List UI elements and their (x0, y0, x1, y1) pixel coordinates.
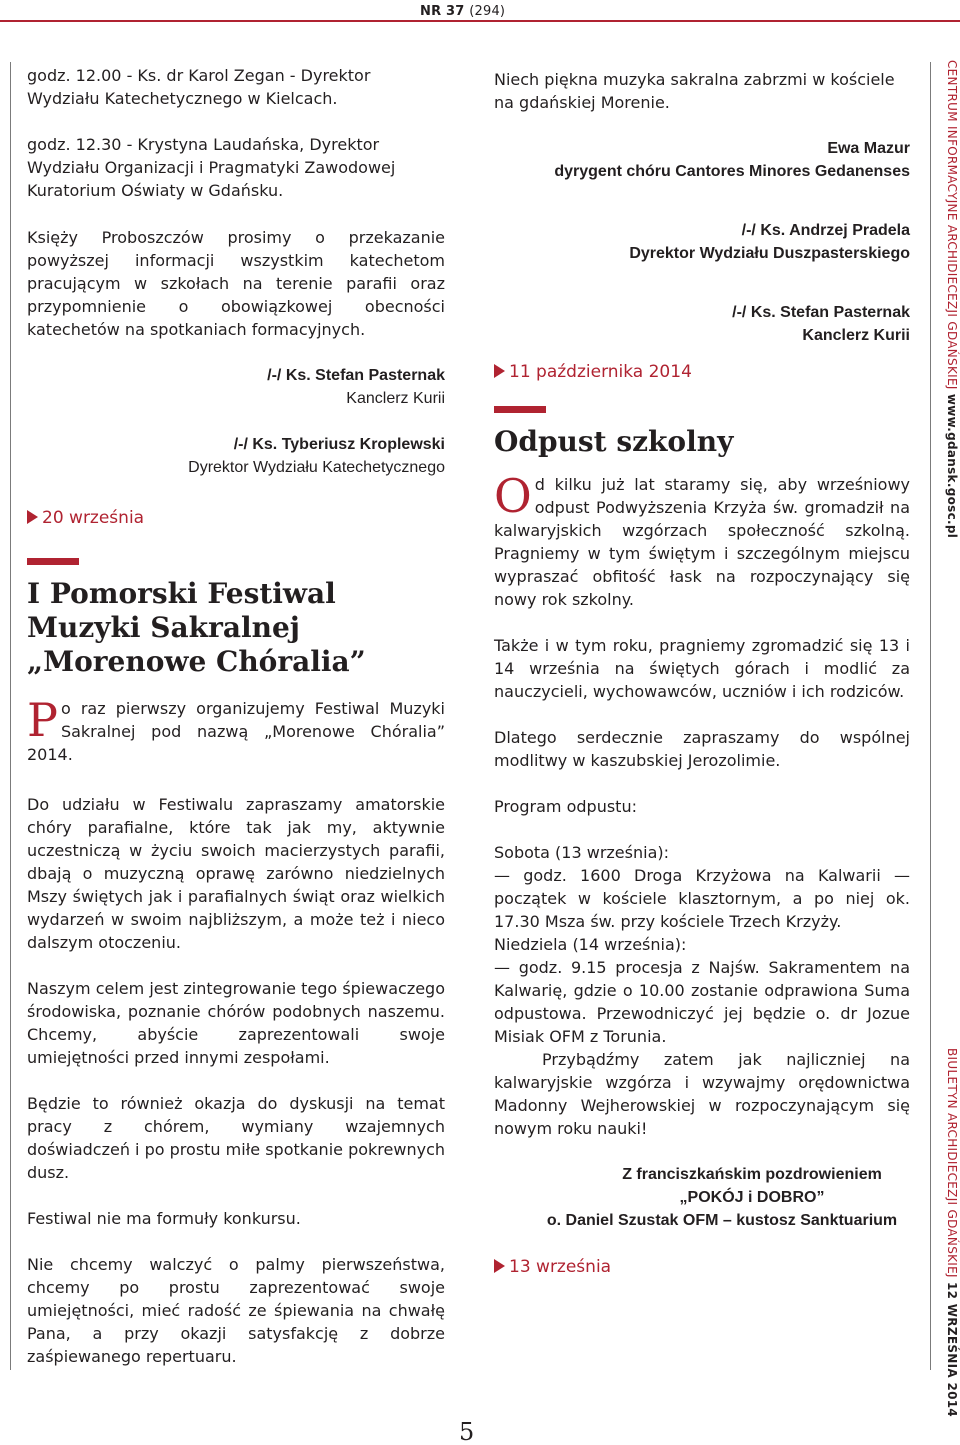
drop-cap: O (494, 469, 532, 523)
right-column (494, 68, 910, 1279)
greeting-motto: „POKÓJ i DOBRO” (679, 1189, 825, 1206)
signature-name: /-/ Ks. Tyberiusz Kroplewski (233, 436, 445, 453)
triangle-icon (27, 510, 38, 524)
signature-name: /-/ Ks. Stefan Pasternak (732, 304, 910, 321)
article-lead (494, 469, 910, 611)
drop-cap: P (27, 693, 58, 747)
paragraph: Także i w tym roku, pragniemy zgromadzić się 13 i 14 września na świętych górach i modlić za nauczycieli, wychowawców, uczniów i ich rodziców. (494, 636, 910, 701)
signature-role: Kanclerz Kurii (802, 327, 910, 344)
article-title: Odpust szkolny (494, 425, 734, 458)
paragraph: Sobota (13 września): (494, 843, 670, 862)
paragraph: Nie chcemy walczyć o palmy pierwszeństwa, chcemy po prostu zaprezentować swoje umiejętności, mieć radość ze śpiewania na chwałę Pana, a przy okazji satysfakcję z dobrze zaśpiewanego repertuaru. (27, 1255, 445, 1366)
signature-name: Ewa Mazur (827, 140, 910, 157)
proboszcz-request: Księży Proboszczów prosimy o przekazanie powyższej informacji wszystkim katechetom pracującym w szkołach na terenie parafii oraz przypomnienie o obowiązkowej obecności katechetów na spotkaniach formacyjnych. (27, 228, 445, 339)
schedule-item-1: godz. 12.00 - Ks. dr Karol Zegan - Dyrektor Wydziału Katechetycznego w Kielcach. (27, 66, 371, 108)
paragraph: Przybądźmy zatem jak najliczniej na kalwaryjskie wzgórza i wzywajmy orędownictwa Madonny Wejherowskiej w rozpoczynającym się nowym roku nauki! (494, 1050, 910, 1138)
greeting-signature: o. Daniel Szustak OFM – kustosz Sanktuarium (546, 1212, 898, 1229)
signature-role: Dyrektor Wydziału Duszpasterskiego (629, 245, 910, 262)
issue-number: NR 37 (294) (420, 4, 506, 19)
signature-name: /-/ Ks. Stefan Pasternak (267, 367, 445, 384)
closing-wish: Niech piękna muzyka sakralna zabrzmi w kościele na gdańskiej Morenie. (494, 70, 895, 112)
page-number: 5 (459, 1418, 475, 1445)
triangle-icon (494, 364, 505, 378)
signature-block-3 (494, 137, 910, 183)
paragraph: Do udziału w Festiwalu zapraszamy amatorskie chóry parafialne, które tak jak my, aktywnie uczestniczą w życiu swoich macierzystych parafii, dbają o muzyczną oprawę zarówno niedzielnych Mszy świętych jak i parafialnych świąt oraz wielkich wydarzeń w swoim najbliższym, a może też i nieco dalszym otoczeniu. (27, 795, 445, 952)
paragraph: — godz. 9.15 procesja z Najśw. Sakramentem na Kalwarię, gdzie o 10.00 zostanie odprawiona Suma odpustowa. Przewodniczyć jej będzie o. dr Jozue Misiak OFM z Torunia. (494, 958, 910, 1046)
article-lead (27, 693, 445, 766)
schedule-item-2: godz. 12.30 - Krystyna Laudańska, Dyrektor Wydziału Organizacji i Pragmatyki Zawodowej Kuratorium Oświaty w Gdańsku. (27, 135, 396, 200)
section-bar (27, 558, 79, 565)
side-caption-top: CENTRUM INFORMACYJNE ARCHIDIECEZJI GDAŃSKIEJ www.gdansk.gosc.pl (945, 60, 959, 539)
paragraph: Program odpustu: (494, 797, 637, 816)
signature-role: Kanclerz Kurii (346, 390, 445, 407)
signature-role: Dyrektor Wydziału Katechetycznego (188, 459, 445, 476)
greeting-line: Z franciszkańskim pozdrowieniem (622, 1166, 882, 1183)
date-marker: 11 października 2014 (494, 361, 910, 384)
paragraph: Dlatego serdecznie zapraszamy do wspólnej modlitwy w kaszubskiej Jerozolimie. (494, 728, 910, 770)
paragraph: — godz. 1600 Droga Krzyżowa na Kalwarii — początek w kościele klasztornym, a po niej ok. 17.30 Msza św. przy kościele Trzech Krzyży. (494, 866, 910, 931)
left-rule (10, 62, 11, 1370)
left-column (27, 64, 445, 1368)
signature-block-2 (27, 433, 445, 479)
signature-role: dyrygent chóru Cantores Minores Gedanenses (554, 163, 910, 180)
right-rule (930, 62, 931, 1370)
paragraph: Festiwal nie ma formuły konkursu. (27, 1209, 301, 1228)
paragraph: Niedziela (14 września): (494, 935, 687, 954)
signature-block-5 (494, 301, 910, 347)
date-marker: 13 września (494, 1256, 910, 1279)
signature-block-4 (494, 219, 910, 265)
signature-name: /-/ Ks. Andrzej Pradela (741, 222, 910, 239)
article-title: I Pomorski Festiwal Muzyki Sakralnej „Morenowe Chóralia” (27, 577, 366, 678)
lead-text: o raz pierwszy organizujemy Festiwal Muzyki Sakralnej pod nazwą „Morenowe Chóralia” 2014. (27, 699, 445, 764)
greeting-block (494, 1163, 910, 1232)
side-caption-bottom: BIULETYN ARCHIDIECEZJI GDAŃSKIEJ 12 WRZEŚNIA 2014 (945, 1048, 959, 1418)
paragraph: Będzie to również okazja do dyskusji na temat pracy z chórem, wymiany wzajemnych doświadczeń i po prostu miłe spotkanie pokrewnych dusz. (27, 1094, 445, 1182)
lead-text: d kilku już lat staramy się, aby wrześniowy odpust Podwyższenia Krzyża św. gromadził na kalwaryjskich wzgórzach społeczność szkolną. Pragniemy w tym świętym i szczególnym miejscu wypraszać obfitość łask na rozpoczynający się nowy rok szkolny. (494, 475, 910, 609)
paragraph: Naszym celem jest zintegrowanie tego śpiewaczego środowiska, poznanie chórów podobnych naszemu. Chcemy, abyście zaprezentowali swoje umiejętności przed innymi zespołami. (27, 979, 445, 1067)
signature-block-1 (27, 364, 445, 410)
triangle-icon (494, 1259, 505, 1273)
date-marker: 20 września (27, 507, 445, 530)
section-bar (494, 406, 546, 413)
header-rule (0, 20, 960, 22)
